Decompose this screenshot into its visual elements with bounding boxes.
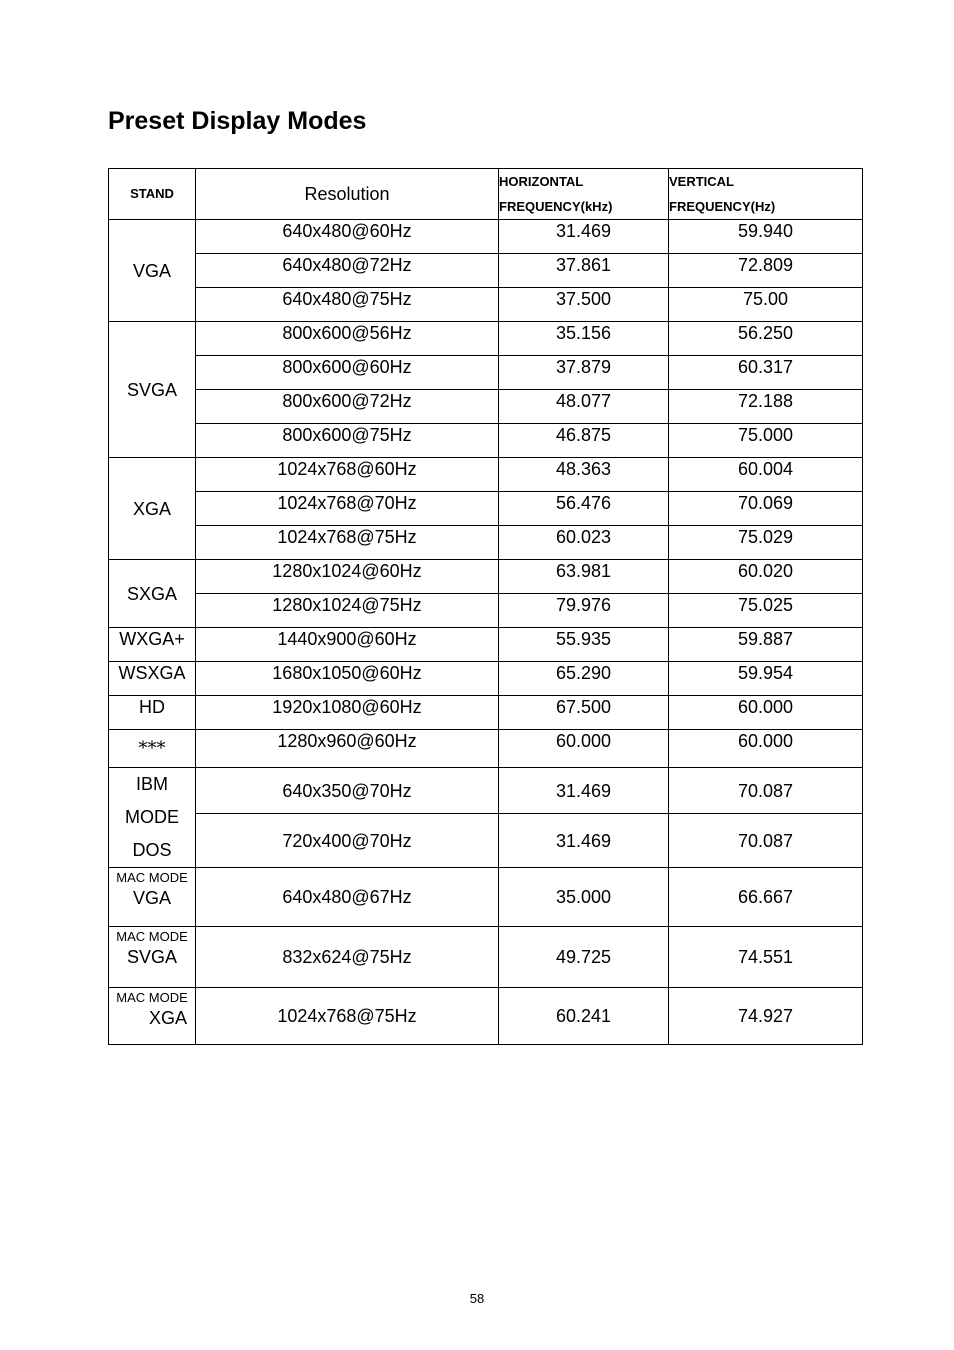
horizontal-cell: 37.500 — [499, 288, 669, 322]
table-row — [109, 220, 863, 254]
vertical-cell: 60.000 — [669, 730, 863, 768]
stand-cell-mac: MAC MODE VGA — [109, 868, 196, 927]
table-row — [109, 288, 863, 322]
horizontal-cell: 65.290 — [499, 662, 669, 696]
vertical-cell: 60.020 — [669, 560, 863, 594]
stand-cell: SVGA — [109, 322, 196, 458]
table-row — [109, 322, 863, 356]
table-row — [109, 988, 863, 1045]
table-row — [109, 814, 863, 868]
table-row — [109, 560, 863, 594]
resolution-cell: 1280x960@60Hz — [196, 730, 499, 768]
stand-cell: SXGA — [109, 560, 196, 628]
vertical-cell: 56.250 — [669, 322, 863, 356]
resolution-cell: 832x624@75Hz — [196, 927, 499, 988]
resolution-cell: 800x600@72Hz — [196, 390, 499, 424]
table-row — [109, 526, 863, 560]
table-row — [109, 927, 863, 988]
vertical-cell: 74.551 — [669, 927, 863, 988]
horizontal-cell: 79.976 — [499, 594, 669, 628]
vertical-cell: 60.004 — [669, 458, 863, 492]
resolution-cell: 1280x1024@75Hz — [196, 594, 499, 628]
vertical-cell: 74.927 — [669, 988, 863, 1045]
horizontal-cell: 63.981 — [499, 560, 669, 594]
resolution-cell: 1280x1024@60Hz — [196, 560, 499, 594]
resolution-cell: 640x480@67Hz — [196, 868, 499, 927]
horizontal-cell: 31.469 — [499, 814, 669, 868]
table-row — [109, 458, 863, 492]
table-row — [109, 730, 863, 768]
horizontal-cell: 31.469 — [499, 768, 669, 814]
resolution-cell: 800x600@56Hz — [196, 322, 499, 356]
horizontal-cell: 60.241 — [499, 988, 669, 1045]
resolution-cell: 640x480@60Hz — [196, 220, 499, 254]
resolution-cell: 720x400@70Hz — [196, 814, 499, 868]
horizontal-cell: 31.469 — [499, 220, 669, 254]
vertical-cell: 66.667 — [669, 868, 863, 927]
page-number: 58 — [469, 1291, 485, 1306]
resolution-cell: 1024x768@75Hz — [196, 988, 499, 1045]
resolution-cell: 800x600@60Hz — [196, 356, 499, 390]
resolution-cell: 1024x768@75Hz — [196, 526, 499, 560]
vertical-cell: 75.000 — [669, 424, 863, 458]
vertical-cell: 60.317 — [669, 356, 863, 390]
table-row — [109, 492, 863, 526]
resolution-cell: 640x480@72Hz — [196, 254, 499, 288]
vertical-cell: 59.887 — [669, 628, 863, 662]
vertical-cell: 75.025 — [669, 594, 863, 628]
horizontal-cell: 37.861 — [499, 254, 669, 288]
table-row — [109, 254, 863, 288]
horizontal-cell: 48.077 — [499, 390, 669, 424]
vertical-cell: 70.069 — [669, 492, 863, 526]
header-horizontal-frequency: HORIZONTAL FREQUENCY(kHz) — [499, 169, 669, 220]
table-row — [109, 594, 863, 628]
resolution-cell: 800x600@75Hz — [196, 424, 499, 458]
horizontal-cell: 67.500 — [499, 696, 669, 730]
stand-cell: WSXGA — [109, 662, 196, 696]
stand-cell: *** — [109, 730, 196, 768]
horizontal-cell: 55.935 — [499, 628, 669, 662]
table-row — [109, 696, 863, 730]
resolution-cell: 1440x900@60Hz — [196, 628, 499, 662]
horizontal-cell: 60.023 — [499, 526, 669, 560]
table-row — [109, 868, 863, 927]
header-row — [109, 169, 863, 220]
vertical-cell: 75.029 — [669, 526, 863, 560]
vertical-cell: 70.087 — [669, 814, 863, 868]
horizontal-cell: 35.156 — [499, 322, 669, 356]
page-title: Preset Display Modes — [108, 107, 367, 135]
table-row — [109, 662, 863, 696]
horizontal-cell: 46.875 — [499, 424, 669, 458]
stand-cell-ibm: IBM MODE DOS — [109, 768, 196, 868]
vertical-cell: 59.954 — [669, 662, 863, 696]
stand-cell: HD — [109, 696, 196, 730]
horizontal-cell: 60.000 — [499, 730, 669, 768]
header-stand: STAND — [109, 169, 196, 220]
stand-cell: WXGA+ — [109, 628, 196, 662]
vertical-cell: 72.188 — [669, 390, 863, 424]
vertical-cell: 60.000 — [669, 696, 863, 730]
stand-cell: VGA — [109, 220, 196, 322]
table-row — [109, 768, 863, 814]
horizontal-cell: 48.363 — [499, 458, 669, 492]
resolution-cell: 1920x1080@60Hz — [196, 696, 499, 730]
vertical-cell: 70.087 — [669, 768, 863, 814]
table-row — [109, 628, 863, 662]
horizontal-cell: 56.476 — [499, 492, 669, 526]
horizontal-cell: 37.879 — [499, 356, 669, 390]
header-vertical-frequency: VERTICAL FREQUENCY(Hz) — [669, 169, 863, 220]
preset-modes-table — [108, 168, 863, 1045]
resolution-cell: 1680x1050@60Hz — [196, 662, 499, 696]
vertical-cell: 72.809 — [669, 254, 863, 288]
horizontal-cell: 49.725 — [499, 927, 669, 988]
table-row — [109, 424, 863, 458]
stand-cell-mac: MAC MODE XGA — [109, 988, 196, 1045]
resolution-cell: 1024x768@70Hz — [196, 492, 499, 526]
resolution-cell: 1024x768@60Hz — [196, 458, 499, 492]
horizontal-cell: 35.000 — [499, 868, 669, 927]
table-row — [109, 390, 863, 424]
table-row — [109, 356, 863, 390]
stand-cell-mac: MAC MODE SVGA — [109, 927, 196, 988]
vertical-cell: 75.00 — [669, 288, 863, 322]
stand-cell: XGA — [109, 458, 196, 560]
resolution-cell: 640x350@70Hz — [196, 768, 499, 814]
header-resolution: Resolution — [196, 169, 499, 220]
vertical-cell: 59.940 — [669, 220, 863, 254]
resolution-cell: 640x480@75Hz — [196, 288, 499, 322]
